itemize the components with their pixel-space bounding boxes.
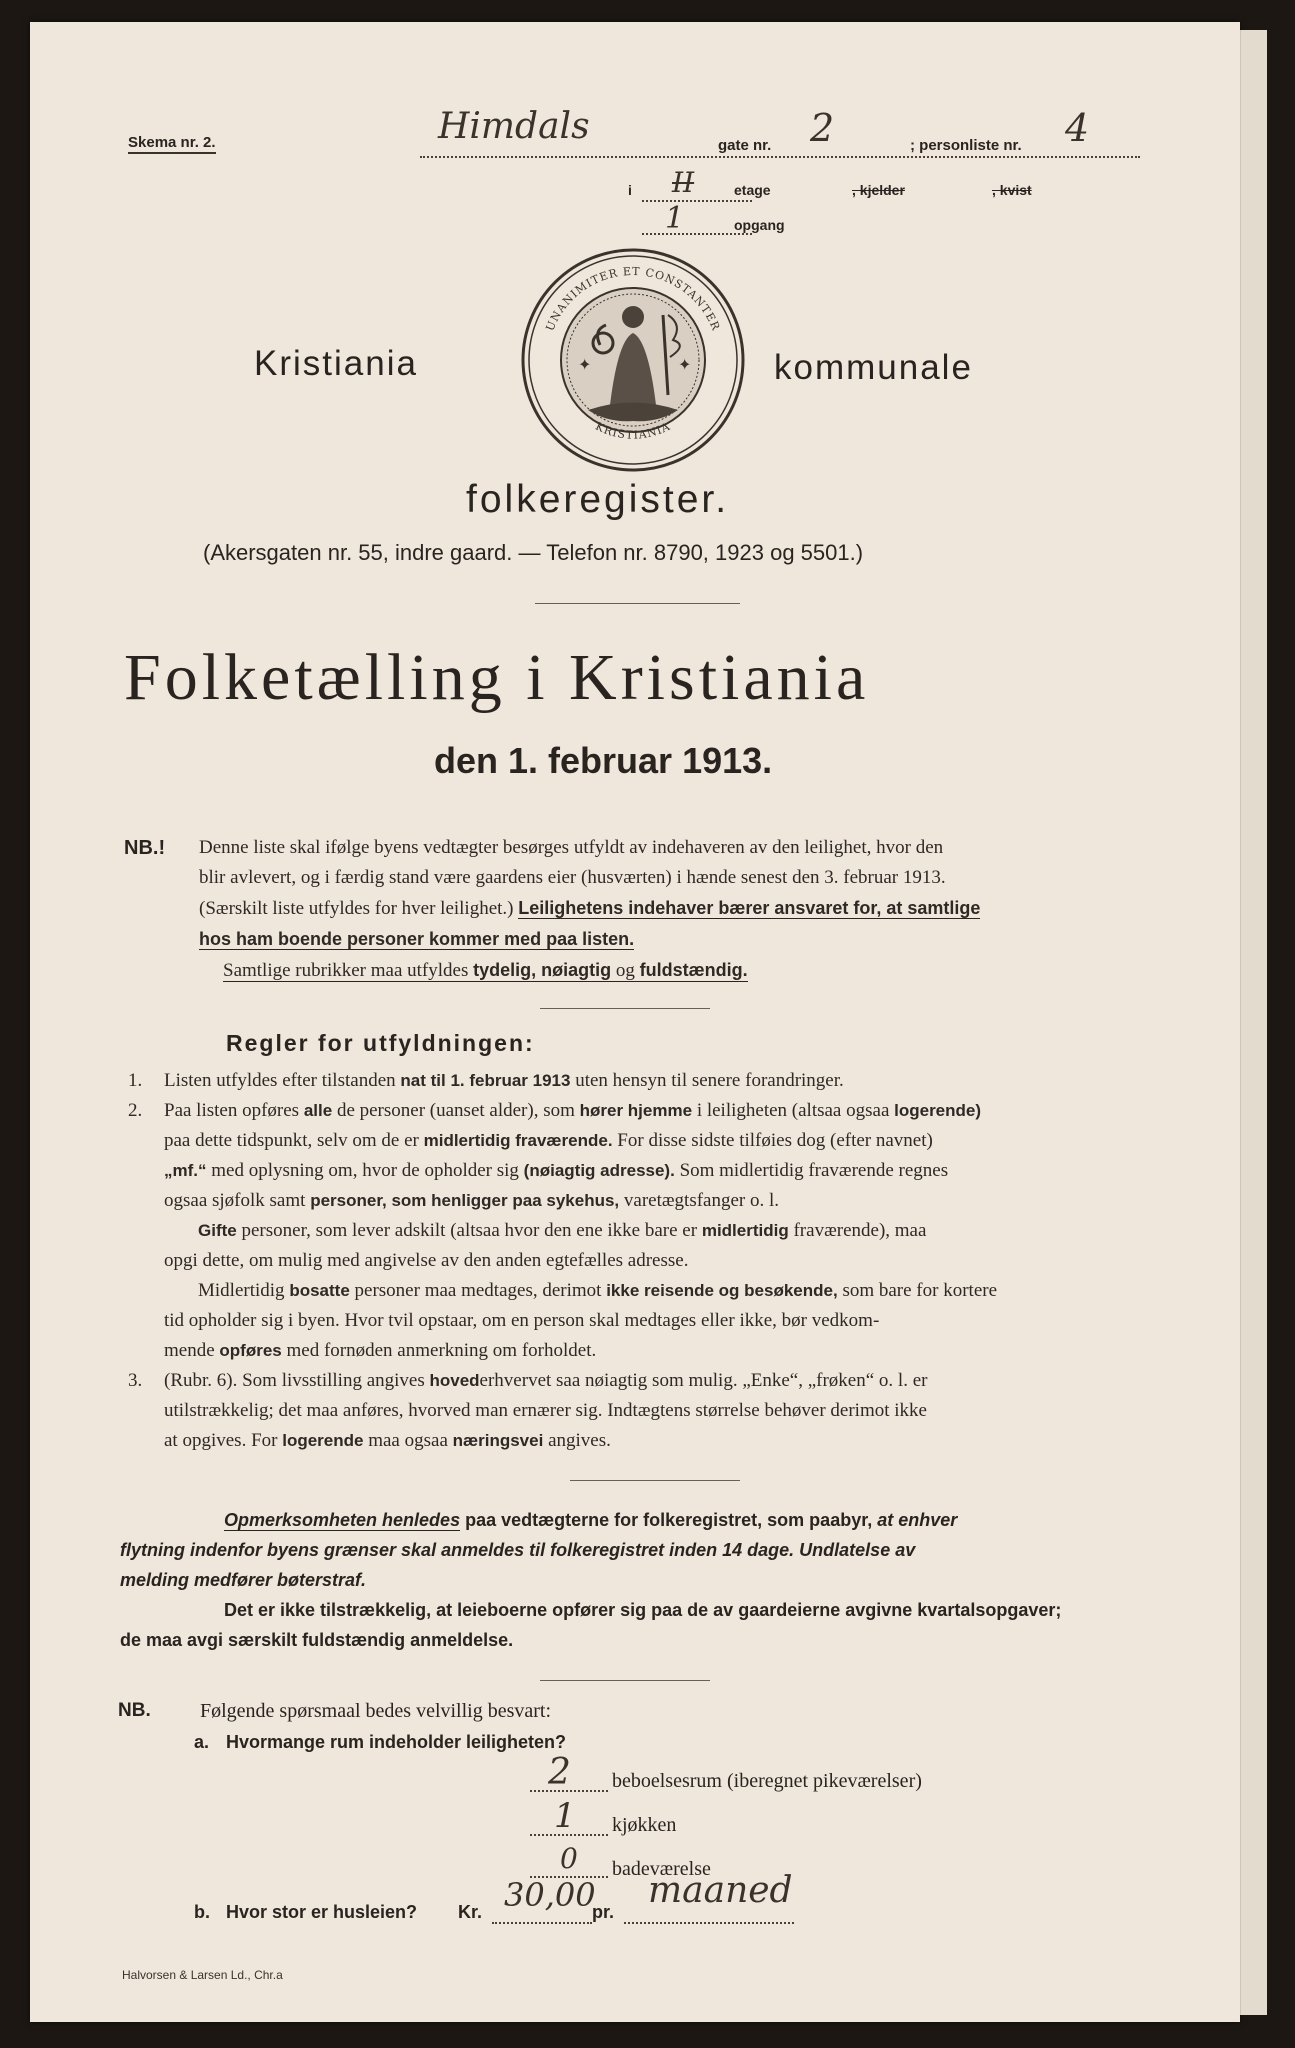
question-b-label: b. xyxy=(194,1902,210,1922)
rule-2-line-2: paa dette tidspunkt, selv om de er midlertidig fraværende. For disse sidste tilføies dog (efter navnet) xyxy=(164,1130,933,1151)
nb-intro-label: NB.! xyxy=(124,837,166,859)
kr-label: Kr. xyxy=(458,1902,483,1922)
rule-2-line-1: 2. Paa listen opføres alle de personer (uanset alder), som hører hjemme i leiligheten (altsaa ogsaa logerende) xyxy=(128,1100,982,1121)
rent-period-handwritten: maaned xyxy=(648,1870,793,1911)
etage-label: etage xyxy=(734,182,771,198)
bath-label: badeværelse xyxy=(612,1858,711,1880)
notice-line-5: de maa avgi særskilt fuldstændig anmeldelse. xyxy=(120,1630,514,1650)
census-date: den 1. februar 1913. xyxy=(434,740,773,781)
office-address: (Akersgaten nr. 55, indre gaard. — Telefon nr. 8790, 1923 og 5501.) xyxy=(203,540,864,565)
personliste-number-handwritten: 4 xyxy=(1065,106,1090,150)
kitchen-count-handwritten: 1 xyxy=(554,1796,576,1836)
personliste-label: ; personliste nr. xyxy=(910,137,1022,154)
kitchen-label: kjøkken xyxy=(612,1814,677,1836)
rooms-count-handwritten: 2 xyxy=(548,1752,571,1793)
rules-heading: Regler for utfyldningen: xyxy=(226,1030,535,1056)
opgang-handwritten: 1 xyxy=(665,201,685,236)
rent-amount-handwritten: 30,00 xyxy=(504,1876,596,1914)
i-label: i xyxy=(628,182,632,198)
notice-line-2: flytning indenfor byens grænser skal anmeldes til folkeregistret inden 14 dage. Undlatelse av xyxy=(120,1540,916,1560)
notice-line-1: Opmerksomheten henledes paa vedtægterne for folkeregistret, som paabyr, at enhver xyxy=(224,1510,958,1530)
opgang-line xyxy=(620,201,920,245)
gate-label: gate nr. xyxy=(718,137,772,154)
rule-2-line-3: „mf.“ med oplysning om, hvor de opholder sig (nøiagtig adresse). Som midlertidig fraværende regnes xyxy=(164,1160,949,1181)
question-a-label: a. xyxy=(194,1732,210,1752)
notice-line-3: melding medfører bøterstraf. xyxy=(120,1570,367,1590)
nb-line-4: hos ham boende personer kommer med paa listen. xyxy=(199,929,635,949)
rule-2-line-7: Midlertidig bosatte personer maa medtages, derimot ikke reisende og besøkende, som bare for kortere xyxy=(198,1280,998,1301)
rule-2-line-6: opgi dette, om mulig med angivelse av den anden egtefælles adresse. xyxy=(164,1250,689,1271)
svg-text:✦: ✦ xyxy=(678,355,692,374)
street-name-handwritten: Himdals xyxy=(438,106,590,147)
etage-handwritten: II xyxy=(672,166,695,199)
svg-text:✦: ✦ xyxy=(578,355,592,374)
rule-3-line-1: 3. (Rubr. 6). Som livsstilling angives hovederhvervet saa nøiagtig som mulig. „Enke“, „frøken“ o. l. er xyxy=(128,1370,928,1391)
nb-line-1: Denne liste skal ifølge byens vedtægter besørges utfyldt av indehaveren av den leilighet, hvor den xyxy=(199,837,944,858)
folkeregister-heading: folkeregister. xyxy=(466,478,730,521)
seal-motto: UNANIMITER ET CONSTANTER xyxy=(543,264,723,333)
kjelder-label: , kjelder xyxy=(852,182,905,198)
rent-line xyxy=(194,1870,894,1930)
address-line xyxy=(420,106,1140,158)
notice-line-4: Det er ikke tilstrækkelig, at leieboerne opfører sig paa de av gaardeierne avgivne kvartalsopgaver; xyxy=(224,1600,1062,1620)
nb-intro-text xyxy=(199,833,1159,986)
rule-1: 1. Listen utfyldes efter tilstanden nat til 1. februar 1913 uten hensyn til senere forandringer. xyxy=(128,1070,844,1091)
gate-number-handwritten: 2 xyxy=(810,106,835,150)
question-b-text: Hvor stor er husleien? xyxy=(226,1902,418,1922)
pr-label: pr. xyxy=(592,1902,615,1922)
rooms-label: beboelsesrum (iberegnet pikeværelser) xyxy=(612,1770,922,1792)
nb-line-5: Samtlige rubrikker maa utfyldes tydelig, nøiagtig og fuldstændig. xyxy=(223,960,748,981)
back-page-edge xyxy=(1240,30,1267,2015)
rule-3-line-3: at opgives. For logerende maa ogsaa næringsvei angives. xyxy=(164,1430,611,1451)
opgang-label: opgang xyxy=(734,217,785,233)
kristiania-word: Kristiania xyxy=(254,344,418,383)
skema-number: Skema nr. 2. xyxy=(128,134,216,154)
notice-block xyxy=(120,1505,1170,1655)
question-a-text: Hvormange rum indeholder leiligheten? xyxy=(226,1732,567,1752)
rules-list xyxy=(128,1066,1168,1456)
questions-nb-label: NB. xyxy=(118,1700,151,1721)
rule-2-line-5: Gifte personer, som lever adskilt (altsaa hvor den ene ikke bare er midlertidig fraværende), maa xyxy=(198,1220,927,1241)
printer-imprint: Halvorsen & Larsen Ld., Chr.a xyxy=(122,1968,283,1982)
rule-2-line-4: ogsaa sjøfolk samt personer, som henligger paa sykehus, varetægtsfanger o. l. xyxy=(164,1190,780,1211)
seal-city-name: KRISTIANIA xyxy=(593,419,673,442)
rule-2-line-8: tid opholder sig i byen. Hvor tvil opstaar, om en person skal medtages eller ikke, bør vedkom- xyxy=(164,1310,880,1331)
questions-intro: Følgende spørsmaal bedes velvillig besvart: xyxy=(200,1700,552,1722)
kvist-label: , kvist xyxy=(992,182,1032,198)
bath-count-handwritten: 0 xyxy=(560,1842,578,1875)
city-seal-emblem xyxy=(518,245,748,475)
kommunale-word: kommunale xyxy=(774,348,973,387)
census-title: Folketælling i Kristiania xyxy=(124,641,870,714)
rule-2-line-9: mende opføres med fornøden anmerkning om forholdet. xyxy=(164,1340,597,1361)
nb-line-3: (Særskilt liste utfyldes for hver leilighet.) Leilighetens indehaver bærer ansvaret for, at samtlige xyxy=(199,898,981,919)
rule-3-line-2: utilstrækkelig; det maa anføres, hvorved man ernærer sig. Indtægtens størrelse behøver derimot ikke xyxy=(164,1400,927,1421)
nb-line-2: blir avlevert, og i færdig stand være gaardens eier (husværten) i hænde senest den 3. februar 1913. xyxy=(199,867,946,888)
